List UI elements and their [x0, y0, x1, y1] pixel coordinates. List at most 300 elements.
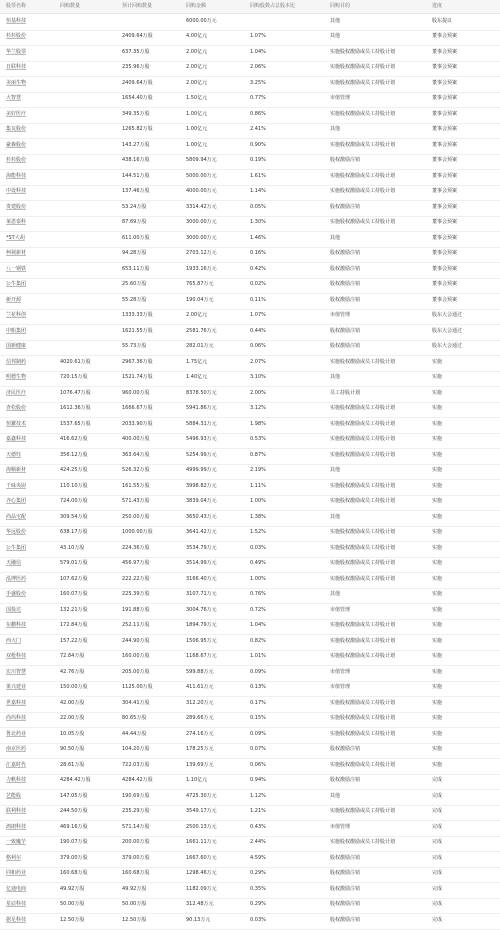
stock-link[interactable]: 集友股份: [6, 126, 27, 132]
stock-link[interactable]: 鸿朗科技: [6, 823, 27, 830]
cell-share-ratio: 0.29%: [250, 901, 266, 907]
cell-buyback-qty: 10.05万股: [60, 730, 85, 737]
cell-share-ratio: 0.53%: [250, 436, 266, 442]
stock-link[interactable]: 艺能股: [6, 792, 22, 799]
stock-link[interactable]: 海顺新材: [6, 467, 27, 473]
cell-progress: 董事会预案: [432, 172, 458, 179]
cell-buyback-qty: 4020.61万股: [60, 358, 91, 365]
stock-link[interactable]: 新开源: [6, 296, 22, 303]
cell-purpose: 股权激励注销: [330, 901, 361, 907]
cell-buyback-amount: 1.50亿元: [186, 95, 208, 101]
cell-progress: 实施: [432, 668, 443, 675]
stock-link[interactable]: 星辰科技: [6, 901, 27, 907]
header-stock-name: 股票名称: [6, 3, 27, 9]
cell-purpose: 股权激励注销: [330, 916, 361, 923]
cell-purpose: 股权激励注销: [330, 746, 361, 752]
header-buyback-qty: 回购数量: [60, 3, 81, 9]
cell-expected-qty: 571.14万股: [122, 823, 150, 830]
cell-purpose: 市值管理: [330, 823, 351, 830]
stock-link[interactable]: 千味央厨: [6, 482, 27, 489]
cell-expected-qty: 252.11万股: [122, 622, 150, 628]
cell-progress: 董事会预案: [432, 219, 458, 225]
cell-buyback-qty: 22.00万股: [60, 715, 85, 721]
header-buyback-amount: 回购金额: [186, 3, 207, 9]
cell-expected-qty: 143.27万股: [122, 141, 150, 148]
stock-link[interactable]: 手盛股份: [6, 591, 27, 597]
cell-progress: 完成: [432, 792, 443, 799]
stock-link[interactable]: 杉杉股份: [6, 157, 27, 163]
cell-buyback-amount: 3314.42万元: [186, 203, 217, 210]
cell-expected-qty: 250.00万股: [122, 513, 150, 520]
cell-expected-qty: 12.50万股: [122, 916, 147, 923]
cell-progress: 完成: [432, 916, 443, 923]
cell-progress: 实施: [432, 560, 443, 566]
cell-expected-qty: 1333.33万股: [122, 312, 153, 318]
cell-progress: 董事会预案: [432, 79, 458, 86]
cell-expected-qty: 1621.55万股: [122, 327, 153, 334]
cell-buyback-qty: 172.84万股: [60, 622, 88, 628]
cell-buyback-amount: 4999.99万元: [186, 467, 217, 473]
stock-link[interactable]: 联利科技: [6, 808, 27, 814]
stock-link[interactable]: 尚品宅配: [6, 513, 27, 520]
header-progress: 进度: [432, 3, 443, 9]
cell-buyback-qty: 720.15万股: [60, 374, 88, 380]
cell-purpose: 股权激励注销: [330, 854, 361, 861]
cell-share-ratio: 0.90%: [250, 141, 266, 148]
cell-purpose: 市值管理: [330, 684, 351, 690]
cell-expected-qty: 87.69万股: [122, 219, 147, 225]
stock-link[interactable]: 海能科技: [6, 172, 27, 179]
cell-buyback-amount: 4000.00万元: [186, 188, 217, 194]
stock-link[interactable]: 同和药业: [6, 870, 27, 876]
cell-expected-qty: 960.00万股: [122, 389, 150, 396]
cell-progress: 实施: [432, 374, 443, 380]
cell-purpose: 实施股权激励或员工持股计划: [330, 575, 396, 582]
cell-purpose: 股权激励注销: [330, 885, 361, 892]
cell-buyback-qty: 132.21万股: [60, 606, 88, 613]
stock-link[interactable]: 世嘉科技: [6, 699, 27, 706]
cell-share-ratio: 0.05%: [250, 203, 266, 210]
cell-expected-qty: 653.11万股: [122, 265, 150, 272]
cell-purpose: 实施股权激励或员工持股计划: [330, 141, 396, 148]
header-share-ratio: 回购股数占总股本比: [250, 3, 296, 9]
cell-buyback-qty: 309.54万股: [60, 513, 88, 520]
cell-buyback-qty: 4284.42万股: [60, 777, 91, 783]
cell-buyback-amount: 1.75亿元: [186, 358, 208, 365]
cell-share-ratio: 0.86%: [250, 110, 266, 117]
cell-buyback-amount: 289.66万元: [186, 715, 214, 721]
cell-expected-qty: 53.24万股: [122, 203, 147, 210]
stock-link[interactable]: 华兰股票: [6, 48, 27, 55]
stock-link[interactable]: 亿通电商: [6, 885, 27, 892]
cell-purpose: 其他: [330, 792, 341, 799]
cell-purpose: 实施股权激励或员工持股计划: [330, 839, 396, 845]
cell-buyback-qty: 42.00万股: [60, 699, 85, 706]
stock-link[interactable]: 嘉鑫科技: [6, 436, 27, 442]
stock-link[interactable]: *ST大胡: [6, 234, 25, 241]
cell-purpose: 实施股权激励或员工持股计划: [330, 730, 396, 737]
cell-share-ratio: 0.03%: [250, 916, 266, 923]
cell-buyback-amount: 765.87万元: [186, 281, 214, 287]
cell-purpose: 实施股权激励或员工持股计划: [330, 653, 396, 659]
cell-purpose: 市值管理: [330, 95, 351, 101]
cell-purpose: 实施股权激励或员工持股计划: [330, 110, 396, 117]
cell-share-ratio: 1.04%: [250, 622, 266, 628]
cell-share-ratio: 2.41%: [250, 126, 266, 132]
cell-expected-qty: 160.00万股: [122, 653, 150, 659]
cell-progress: 董事会预案: [432, 64, 458, 70]
cell-expected-qty: 438.16万股: [122, 157, 150, 163]
stock-link[interactable]: 恒基科技: [6, 17, 27, 24]
cell-buyback-amount: 3650.43万元: [186, 513, 217, 520]
cell-share-ratio: 3.12%: [250, 405, 266, 411]
cell-progress: 实施: [432, 482, 443, 489]
cell-buyback-qty: 150.00万股: [60, 684, 88, 690]
cell-buyback-qty: 638.17万股: [60, 529, 88, 535]
stock-link[interactable]: 格利尔: [6, 854, 22, 861]
cell-buyback-amount: 178.25万元: [186, 746, 214, 752]
cell-progress: 董事会预案: [432, 250, 458, 256]
cell-share-ratio: 0.03%: [250, 544, 266, 551]
stock-link[interactable]: 大智慧: [6, 95, 22, 101]
cell-buyback-amount: 2.00亿元: [186, 312, 208, 318]
cell-progress: 完成: [432, 823, 443, 830]
stock-link[interactable]: 天德钰: [6, 451, 22, 458]
cell-buyback-qty: 579.01万股: [60, 560, 88, 566]
cell-purpose: 实施股权激励或员工持股计划: [330, 808, 396, 814]
stock-link[interactable]: 莱恩泰科: [6, 219, 27, 225]
cell-purpose: 实施股权激励或员工持股计划: [330, 79, 396, 86]
cell-buyback-amount: 1182.09万元: [186, 885, 217, 892]
cell-share-ratio: 0.49%: [250, 560, 266, 566]
cell-share-ratio: 0.42%: [250, 265, 266, 272]
cell-expected-qty: 363.64万股: [122, 451, 150, 458]
cell-share-ratio: 2.07%: [250, 358, 266, 365]
cell-buyback-qty: 43.10万股: [60, 544, 85, 551]
cell-progress: 实施: [432, 513, 443, 520]
cell-buyback-amount: 599.88万元: [186, 668, 214, 675]
cell-share-ratio: 0.44%: [250, 327, 266, 334]
cell-expected-qty: 144.51万股: [122, 172, 150, 179]
stock-link[interactable]: 鲁北药业: [6, 730, 27, 737]
cell-buyback-qty: 424.25万股: [60, 467, 88, 473]
stock-link[interactable]: 齐心集团: [6, 498, 27, 504]
cell-buyback-amount: 3000.00万元: [186, 219, 217, 225]
cell-share-ratio: 0.76%: [250, 591, 266, 597]
cell-buyback-amount: 3641.42万元: [186, 529, 217, 535]
cell-progress: 实施: [432, 575, 443, 582]
cell-share-ratio: 1.07%: [250, 33, 266, 39]
cell-share-ratio: 1.01%: [250, 653, 266, 659]
stock-link[interactable]: 西大门: [6, 637, 22, 644]
stock-link[interactable]: 青松股份: [6, 405, 27, 411]
cell-progress: 实施: [432, 715, 443, 721]
cell-purpose: 股权激励注销: [330, 777, 361, 783]
cell-buyback-amount: 139.69万元: [186, 761, 214, 768]
cell-buyback-amount: 5496.93万元: [186, 436, 217, 442]
cell-progress: 完成: [432, 885, 443, 892]
cell-share-ratio: 1.52%: [250, 529, 266, 535]
cell-purpose: 股权激励注销: [330, 870, 361, 876]
cell-share-ratio: 0.19%: [250, 157, 266, 163]
stock-link[interactable]: 宏川智慧: [6, 668, 27, 675]
cell-buyback-amount: 2703.12万元: [186, 250, 217, 256]
stock-link[interactable]: 天融信: [6, 560, 22, 566]
cell-buyback-amount: 5000.00万元: [186, 172, 217, 179]
cell-progress: 实施: [432, 405, 443, 411]
cell-purpose: 实施股权激励或员工持股计划: [330, 405, 396, 411]
cell-buyback-amount: 5809.94万元: [186, 157, 217, 163]
cell-share-ratio: 0.87%: [250, 451, 266, 458]
cell-purpose: 股权激励注销: [330, 327, 361, 334]
table-header: [0, 0, 500, 14]
stock-link[interactable]: 明德生物: [6, 374, 27, 380]
cell-share-ratio: 0.29%: [250, 870, 266, 876]
cell-buyback-amount: 1933.16万元: [186, 265, 217, 272]
cell-buyback-qty: 160.68万股: [60, 870, 88, 876]
cell-share-ratio: 0.13%: [250, 684, 266, 690]
cell-buyback-qty: 50.00万股: [60, 901, 85, 907]
header-expected-qty: 预计回购数量: [122, 3, 153, 9]
cell-progress: 实施: [432, 358, 443, 365]
cell-purpose: 实施股权激励或员工持股计划: [330, 622, 396, 628]
cell-buyback-qty: 107.62万股: [60, 575, 88, 582]
cell-progress: 实施: [432, 498, 443, 504]
cell-share-ratio: 1.00%: [250, 575, 266, 582]
cell-buyback-amount: 3549.17万元: [186, 808, 217, 814]
cell-progress: 董事会预案: [432, 33, 458, 39]
cell-progress: 董事会预案: [432, 126, 458, 132]
cell-purpose: 市值管理: [330, 312, 351, 318]
cell-share-ratio: 0.17%: [250, 699, 266, 706]
cell-share-ratio: 0.72%: [250, 606, 266, 613]
cell-progress: 董事会预案: [432, 188, 458, 194]
cell-buyback-qty: 90.50万股: [60, 746, 85, 752]
cell-purpose: 其他: [330, 467, 341, 473]
cell-progress: 实施: [432, 389, 443, 396]
stock-link[interactable]: 八一钢铁: [6, 265, 27, 272]
cell-purpose: 股权激励注销: [330, 343, 361, 349]
stock-link[interactable]: 果兴建业: [6, 684, 27, 690]
cell-purpose: 实施股权激励或员工持股计划: [330, 219, 396, 225]
cell-purpose: 实施股权激励或员工持股计划: [330, 498, 396, 504]
stock-link[interactable]: 一致魔芋: [6, 839, 27, 845]
stock-link[interactable]: 美好医疗: [6, 110, 27, 117]
cell-expected-qty: 80.65万股: [122, 715, 147, 721]
stock-link[interactable]: 济民医疗: [6, 389, 27, 396]
cell-buyback-amount: 1667.60万元: [186, 854, 217, 861]
stock-link[interactable]: 东鹏科技: [6, 622, 27, 628]
cell-buyback-qty: 147.05万股: [60, 792, 88, 799]
cell-share-ratio: 1.00%: [250, 498, 266, 504]
cell-expected-qty: 25.60万股: [122, 281, 147, 287]
cell-share-ratio: 0.06%: [250, 343, 266, 349]
stock-link[interactable]: 杉杉股份: [6, 33, 27, 39]
cell-buyback-amount: 5884.31万元: [186, 420, 217, 427]
cell-share-ratio: 3.10%: [250, 374, 266, 380]
cell-purpose: 实施股权激励或员工持股计划: [330, 529, 396, 535]
cell-buyback-amount: 4725.30万元: [186, 792, 217, 799]
cell-expected-qty: 637.35万股: [122, 48, 150, 55]
cell-expected-qty: 349.35万股: [122, 110, 150, 117]
cell-share-ratio: 0.94%: [250, 777, 266, 783]
cell-progress: 董事会预案: [432, 265, 458, 272]
cell-expected-qty: 104.20万股: [122, 746, 150, 752]
stock-link[interactable]: 国新健康: [6, 343, 27, 349]
cell-buyback-amount: 1.00亿元: [186, 110, 208, 117]
stock-link[interactable]: 尚玛科技: [6, 715, 27, 721]
cell-share-ratio: 1.46%: [250, 234, 266, 241]
stock-link[interactable]: 豪森股份: [6, 141, 27, 148]
cell-purpose: 实施股权激励或员工持股计划: [330, 699, 396, 706]
cell-expected-qty: 304.41万股: [122, 699, 150, 706]
cell-progress: 完成: [432, 808, 443, 814]
cell-share-ratio: 1.12%: [250, 792, 266, 799]
stock-link[interactable]: 贵建股份: [6, 203, 27, 210]
stock-link[interactable]: 南京医药: [6, 746, 27, 752]
stock-link[interactable]: 国投达: [6, 606, 22, 613]
stock-link[interactable]: 日联科技: [6, 64, 27, 70]
cell-share-ratio: 3.25%: [250, 79, 266, 86]
cell-share-ratio: 0.16%: [250, 250, 266, 256]
cell-purpose: 股权激励注销: [330, 203, 361, 210]
stock-link[interactable]: 恒繁技术: [6, 420, 27, 427]
cell-share-ratio: 1.98%: [250, 420, 266, 427]
stock-link[interactable]: 泓博医药: [6, 575, 27, 582]
cell-expected-qty: 205.00万股: [122, 668, 150, 675]
header-purpose: 回购目的: [330, 3, 351, 9]
cell-buyback-amount: 5941.86万元: [186, 405, 217, 411]
cell-purpose: 市值管理: [330, 606, 351, 613]
cell-buyback-qty: 110.10万股: [60, 482, 88, 489]
cell-share-ratio: 1.61%: [250, 172, 266, 179]
stock-link[interactable]: 中设科技: [6, 188, 27, 194]
cell-share-ratio: 0.15%: [250, 715, 266, 721]
cell-expected-qty: 400.00万股: [122, 436, 150, 442]
cell-expected-qty: 1000.00万股: [122, 529, 153, 535]
cell-progress: 董事会预案: [432, 296, 458, 303]
stock-link[interactable]: 汇嘉时代: [6, 761, 27, 768]
cell-expected-qty: 2967.36万股: [122, 358, 153, 365]
cell-purpose: 其他: [330, 591, 341, 597]
cell-buyback-amount: 3534.79万元: [186, 544, 217, 551]
cell-expected-qty: 722.03万股: [122, 761, 150, 768]
stock-link[interactable]: 公牛集团: [6, 544, 27, 551]
cell-buyback-qty: 190.07万股: [60, 839, 88, 845]
cell-expected-qty: 1666.67万股: [122, 405, 153, 411]
cell-share-ratio: 4.59%: [250, 854, 266, 861]
stock-link[interactable]: 信邦制药: [6, 358, 27, 365]
cell-share-ratio: 0.09%: [250, 668, 266, 675]
cell-expected-qty: 225.39万股: [122, 591, 150, 597]
cell-buyback-qty: 157.22万股: [60, 637, 88, 644]
cell-expected-qty: 94.28万股: [122, 250, 147, 256]
cell-buyback-amount: 1.00亿元: [186, 126, 208, 132]
cell-expected-qty: 191.88万股: [122, 606, 150, 613]
cell-purpose: 实施股权激励或员工持股计划: [330, 544, 396, 551]
cell-buyback-amount: 3514.99万元: [186, 560, 217, 566]
stock-link[interactable]: 据足科技: [6, 916, 27, 923]
cell-buyback-amount: 90.13万元: [186, 916, 211, 923]
cell-expected-qty: 49.92万股: [122, 885, 147, 892]
cell-buyback-amount: 190.04万元: [186, 296, 214, 303]
cell-buyback-qty: 244.50万股: [60, 808, 88, 814]
stock-link[interactable]: 力帆科技: [6, 777, 27, 783]
cell-purpose: 其他: [330, 17, 341, 24]
stock-link[interactable]: 中船集团: [6, 327, 27, 334]
cell-expected-qty: 1265.82万股: [122, 126, 153, 132]
cell-buyback-amount: 1506.95万元: [186, 637, 217, 644]
cell-purpose: 实施股权激励或员工持股计划: [330, 451, 396, 458]
cell-expected-qty: 200.00万股: [122, 839, 150, 845]
cell-purpose: 实施股权激励或员工持股计划: [330, 188, 396, 194]
cell-purpose: 实施股权激励或员工持股计划: [330, 64, 396, 70]
cell-buyback-amount: 1.10亿元: [186, 777, 208, 783]
cell-share-ratio: 1.14%: [250, 188, 266, 194]
cell-progress: 董事会预案: [432, 203, 458, 210]
cell-expected-qty: 2033.90万股: [122, 420, 153, 427]
cell-progress: 董事会预案: [432, 281, 458, 287]
cell-expected-qty: 2409.64万股: [122, 79, 153, 86]
cell-expected-qty: 1654.40万股: [122, 95, 153, 101]
cell-purpose: 实施股权激励或员工持股计划: [330, 358, 396, 365]
cell-share-ratio: 2.06%: [250, 64, 266, 70]
stock-link[interactable]: 柯视新材: [6, 250, 27, 256]
cell-expected-qty: 244.90万股: [122, 637, 150, 644]
cell-progress: 董事会预案: [432, 95, 458, 101]
cell-buyback-amount: 312.48万元: [186, 901, 214, 907]
cell-buyback-amount: 3000.00万元: [186, 234, 217, 241]
cell-progress: 实施: [432, 746, 443, 752]
stock-link[interactable]: 双枪科技: [6, 653, 27, 659]
cell-progress: 董事会预案: [432, 48, 458, 55]
cell-buyback-qty: 49.92万股: [60, 885, 85, 892]
cell-expected-qty: 235.29万股: [122, 808, 150, 814]
cell-buyback-amount: 1.40亿元: [186, 374, 208, 380]
cell-progress: 实施: [432, 637, 443, 644]
cell-buyback-qty: 1612.36万股: [60, 405, 91, 411]
cell-expected-qty: 161.55万股: [122, 482, 150, 489]
cell-expected-qty: 526.32万股: [122, 467, 150, 473]
cell-expected-qty: 456.97万股: [122, 560, 150, 566]
cell-share-ratio: 1.07%: [250, 312, 266, 318]
stock-link[interactable]: 公牛集团: [6, 281, 27, 287]
cell-buyback-qty: 28.61万股: [60, 761, 85, 768]
cell-expected-qty: 160.68万股: [122, 870, 150, 876]
cell-buyback-amount: 3166.40万元: [186, 575, 217, 582]
stock-link[interactable]: 兰花科创: [6, 312, 27, 318]
cell-buyback-qty: 1076.47万股: [60, 389, 91, 396]
cell-buyback-qty: 160.07万股: [60, 591, 88, 597]
cell-expected-qty: 4284.42万股: [122, 777, 153, 783]
cell-purpose: 其他: [330, 513, 341, 520]
cell-buyback-amount: 6000.00万元: [186, 17, 217, 24]
cell-buyback-amount: 2.00亿元: [186, 48, 208, 55]
stock-link[interactable]: 华远股份: [6, 529, 27, 535]
cell-purpose: 实施股权激励或员工持股计划: [330, 560, 396, 566]
cell-expected-qty: 571.43万股: [122, 498, 150, 504]
cell-progress: 实施: [432, 420, 443, 427]
cell-purpose: 实施股权激励或员工持股计划: [330, 715, 396, 721]
cell-buyback-amount: 3107.71万元: [186, 591, 217, 597]
cell-share-ratio: 0.77%: [250, 95, 266, 101]
cell-buyback-qty: 724.00万股: [60, 498, 88, 504]
cell-buyback-amount: 2581.76万元: [186, 327, 217, 334]
cell-expected-qty: 190.69万股: [122, 792, 150, 799]
cell-buyback-amount: 2500.13万元: [186, 823, 217, 830]
stock-link[interactable]: 美丽生物: [6, 79, 27, 86]
cell-buyback-qty: 42.76万股: [60, 668, 85, 675]
